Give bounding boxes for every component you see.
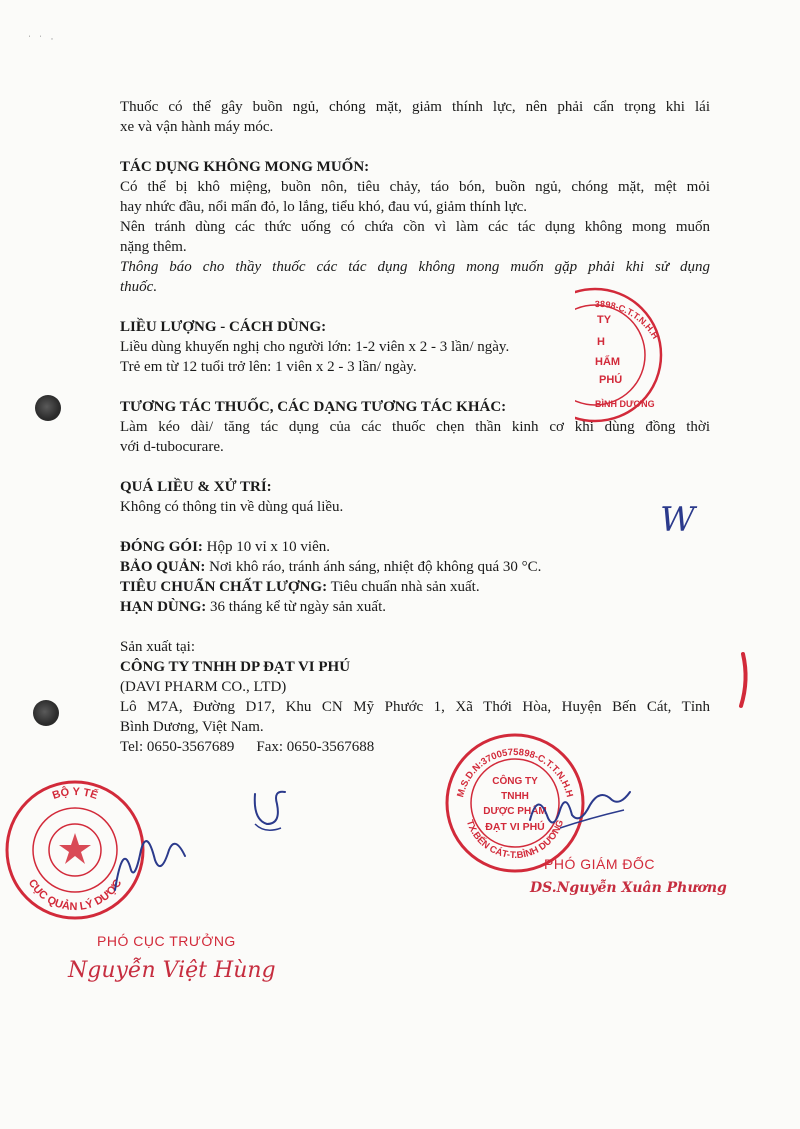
deputy-title: PHÓ CỤC TRƯỞNG: [97, 933, 236, 949]
company-stamp-line: TNHH: [501, 791, 529, 802]
packaging-value: Hộp 10 vỉ x 10 viên.: [202, 539, 330, 555]
dosage-line: Trẻ em từ 12 tuổi trở lên: 1 viên x 2 - 3 lần/ ngày.: [120, 359, 417, 375]
storage-label: BẢO QUẢN:: [120, 559, 206, 575]
manufacturer-fax: Fax: 0650-3567688: [256, 739, 375, 755]
expiry-value: 36 tháng kể từ ngày sản xuất.: [206, 599, 387, 615]
national-emblem-icon: [49, 824, 101, 876]
partial-stamp-line: PHÚ: [599, 374, 623, 386]
manufacturer-english-name: (DAVI PHARM CO., LTD): [120, 679, 287, 695]
partial-stamp-line: TY: [597, 314, 612, 326]
punch-hole-bottom: [33, 700, 59, 726]
storage-row: [120, 557, 710, 577]
packaging-label: ĐÓNG GÓI:: [120, 539, 203, 555]
precaution-section: [120, 97, 710, 137]
director-signature: [520, 770, 640, 840]
manufacturer-address: Lô M7A, Đường D17, Khu CN Mỹ Phước 1, Xã Thới Hòa, Huyện Bến Cát, Tỉnh: [120, 699, 710, 715]
partial-company-stamp: [575, 285, 670, 425]
authority-stamp-ring-top: BỘ Y TẾ: [50, 785, 100, 803]
manufacturer-address: Bình Dương, Việt Nam.: [120, 719, 264, 735]
company-stamp-ring-top: M.S.D.N:3700575898-C.T.T.N.H.H: [455, 746, 575, 799]
overdose-line: Không có thông tin về dùng quá liều.: [120, 499, 344, 515]
manufacturer-name: CÔNG TY TNHH DP ĐẠT VI PHÚ: [120, 659, 351, 675]
director-name: DS.Nguyễn Xuân Phương: [530, 880, 727, 896]
interactions-heading: TƯƠNG TÁC THUỐC, CÁC DẠNG TƯƠNG TÁC KHÁC:: [120, 399, 507, 415]
precaution-line: xe và vận hành máy móc.: [120, 119, 274, 135]
side-effects-line: hay nhức đầu, nổi mẩn đỏ, lo lắng, tiểu khó, đau vú, giảm thính lực.: [120, 199, 528, 215]
side-effects-heading: TÁC DỤNG KHÔNG MONG MUỐN:: [120, 159, 370, 175]
deputy-signature: [105, 780, 305, 910]
side-effects-line: Có thể bị khô miệng, buồn nôn, tiêu chảy, táo bón, buồn ngủ, chóng mặt, mệt mỏi: [120, 179, 710, 195]
manufacturer-section: [120, 637, 710, 757]
precaution-line: Thuốc có thể gây buồn ngủ, chóng mặt, giảm thính lực, nên phải cẩn trọng khi lái: [120, 99, 710, 115]
dosage-line: Liều dùng khuyến nghị cho người lớn: 1-2 viên x 2 - 3 lần/ ngày.: [120, 339, 510, 355]
partial-stamp-line: H: [597, 336, 605, 348]
company-stamp-ring-bottom: TX.BẾN CÁT-T.BÌNH DƯƠNG: [463, 818, 567, 862]
manufacturer-tel: Tel: 0650-3567689: [120, 739, 235, 755]
dosage-heading: LIỀU LƯỢNG - CÁCH DÙNG:: [120, 319, 327, 335]
product-info-section: [120, 537, 710, 617]
corner-mark: ˈ ˈ ·: [28, 34, 57, 44]
authority-stamp-ring-bottom: CỤC QUẢN LÝ DƯỢC: [25, 877, 125, 914]
side-effects-note: Thông báo cho thầy thuốc các tác dụng không mong muốn gặp phải khi sử dụng: [120, 259, 710, 275]
expiry-row: [120, 597, 710, 617]
red-edge-mark: [735, 650, 755, 710]
side-effects-line: Nên tránh dùng các thức uống có chứa cồn vì làm các tác dụng không mong muốn: [120, 219, 710, 235]
quality-row: [120, 577, 710, 597]
side-effects-section: [120, 157, 710, 297]
quality-label: TIÊU CHUẨN CHẤT LƯỢNG:: [120, 579, 328, 595]
manufacturer-contact: [120, 737, 710, 757]
company-stamp-line: CÔNG TY: [492, 776, 538, 787]
interactions-line: Làm kéo dài/ tăng tác dụng của các thuốc chẹn thần kinh cơ khi dùng đồng thời: [120, 419, 710, 435]
side-effects-line: nặng thêm.: [120, 239, 187, 255]
deputy-name: Nguyễn Việt Hùng: [68, 958, 276, 983]
partial-stamp-line: HẨM: [595, 356, 621, 368]
margin-initial: W: [660, 500, 695, 540]
company-stamp-line: ĐẠT VI PHÚ: [485, 821, 545, 833]
packaging-row: [120, 537, 710, 557]
leaflet-text: [120, 97, 710, 757]
company-stamp-line: DƯỢC PHẨM: [483, 806, 547, 817]
manufacturer-intro: Sản xuất tại:: [120, 639, 195, 655]
quality-value: Tiêu chuẩn nhà sản xuất.: [327, 579, 480, 595]
storage-value: Nơi khô ráo, tránh ánh sáng, nhiệt độ không quá 30 °C.: [205, 559, 542, 575]
interactions-line: với d-tubocurare.: [120, 439, 224, 455]
overdose-section: [120, 477, 710, 517]
overdose-heading: QUÁ LIỀU & XỬ TRÍ:: [120, 479, 272, 495]
expiry-label: HẠN DÙNG:: [120, 599, 207, 615]
partial-stamp-ring: 3898-C.T.T.N.H.H: [594, 298, 661, 341]
punch-hole-top: [35, 395, 61, 421]
side-effects-note: thuốc.: [120, 279, 158, 295]
partial-stamp-bottom: BÌNH DƯƠNG: [595, 399, 655, 409]
director-title: PHÓ GIÁM ĐỐC: [544, 856, 656, 872]
